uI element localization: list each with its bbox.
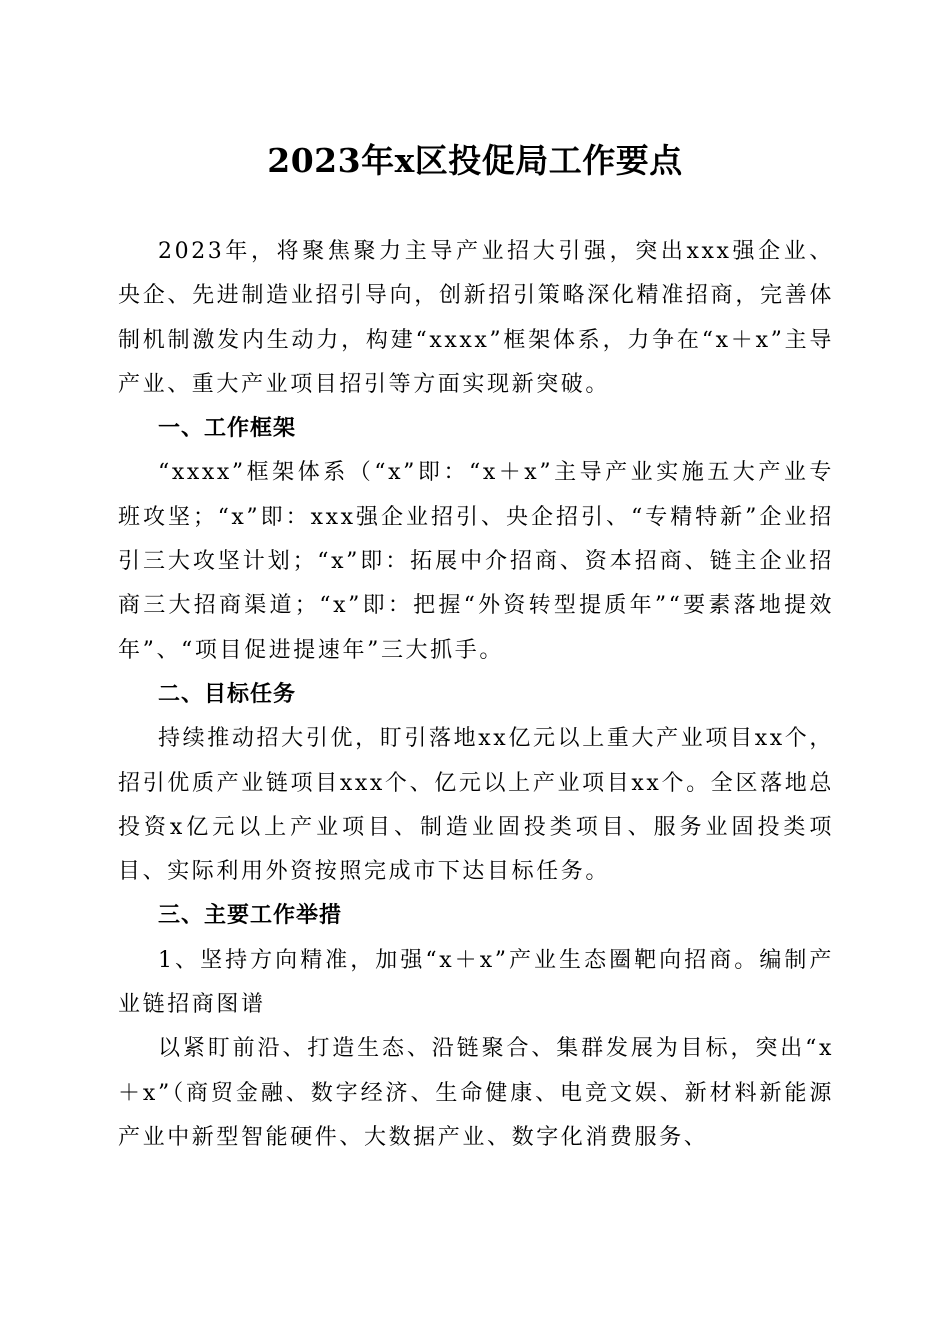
section-heading-targets: 二、目标任务	[158, 681, 297, 707]
section-heading-measures: 三、主要工作举措	[158, 903, 343, 929]
framework-paragraph: “xxxx”框架体系（“x”即：“x＋x”主导产业实施五大产业专班攻坚；“x”即：xxx强企业招引、央企招引、“专精特新”企业招引三大攻坚计划；“x”即：拓展中介招商、资本招商、链主企业招商三大招商渠道；“x”即：把握“外资转型提质年”“要素落地提效年”、“项目促进提速年”三大抓手。	[118, 460, 834, 663]
intro-paragraph: 2023年，将聚焦聚力主导产业招大引强，突出xxx强企业、央企、先进制造业招引导向，创新招引策略深化精准招商，完善体制机制激发内生动力，构建“xxxx”框架体系，力争在“x＋x”主导产业、重大产业项目招引等方面实现新突破。	[118, 239, 834, 397]
measure-item-1-paragraph: 以紧盯前沿、打造生态、沿链聚合、集群发展为目标，突出“x＋x”（商贸金融、数字经济、生命健康、电竞文娱、新材料新能源产业中新型智能硬件、大数据产业、数字化消费服务、	[118, 1036, 834, 1150]
document-title: 2023年x区投促局工作要点	[267, 141, 683, 180]
measure-item-1: 1、坚持方向精准，加强“x＋x”产业生态圈靶向招商。编制产业链招商图谱	[118, 947, 834, 1018]
targets-paragraph: 持续推动招大引优，盯引落地xx亿元以上重大产业项目xx个，招引优质产业链项目xxx个、亿元以上产业项目xx个。全区落地总投资x亿元以上产业项目、制造业固投类项目、服务业固投类项目、实际利用外资按照完成市下达目标任务。	[118, 726, 834, 885]
section-heading-framework: 一、工作框架	[158, 416, 297, 442]
document-body	[118, 230, 834, 1160]
